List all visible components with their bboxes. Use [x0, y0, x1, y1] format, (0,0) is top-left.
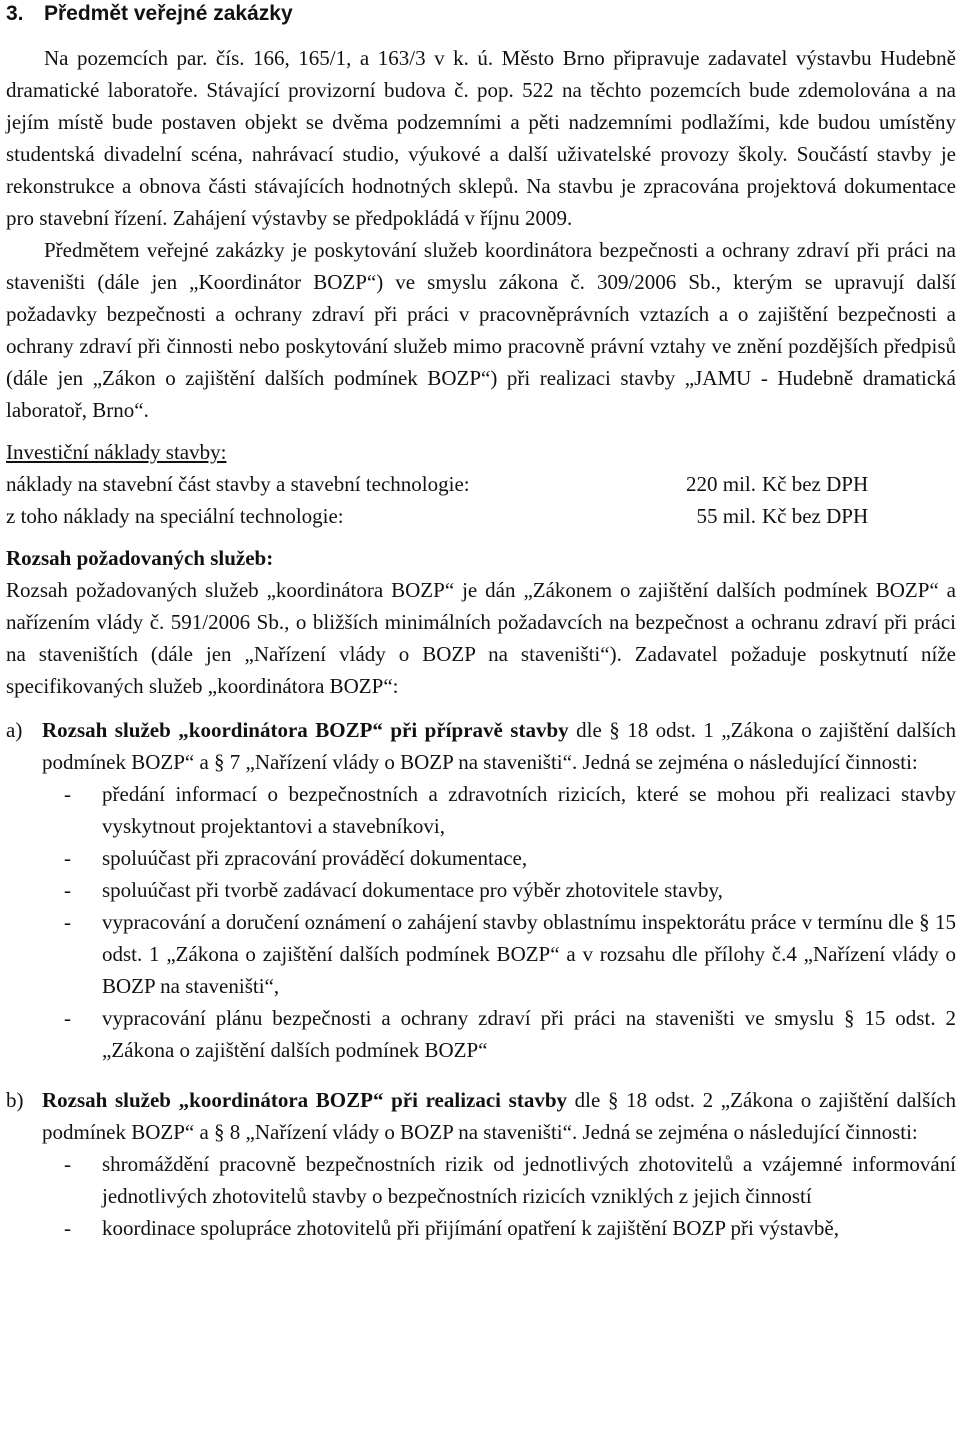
scope-item-b [6, 1084, 956, 1244]
list-item: - předání informací o bezpečnostních a zdravotních rizicích, které se mohou při realizaci stavby vyskytnout projektantovi a stavebníkovi, [64, 782, 956, 838]
costs-heading: Investiční náklady stavby: [6, 440, 227, 464]
cost-currency: Kč bez DPH [762, 504, 869, 528]
section-number: 3. [6, 2, 24, 25]
list-item: - vypracování plánu bezpečnosti a ochrany zdraví při práci na staveništi ve smyslu § 15 odst. 2 „Zákona o zajištění dalších podmínek BOZP“ [64, 1006, 956, 1062]
item-letter: a) [6, 718, 23, 742]
item-bold-title: Rozsah služeb „koordinátora BOZP“ při přípravě stavby [42, 718, 569, 742]
item-bold-title: Rozsah služeb „koordinátora BOZP“ při realizaci stavby [42, 1088, 567, 1112]
cost-currency: Kč bez DPH [762, 472, 869, 496]
item-description: dle § 18 odst. 1 „Zákona o zajištění dalších podmínek BOZP“ a § 7 „Nařízení vlády o BOZP na staveništi“. Jedná se zejména o následující činnosti: [42, 718, 956, 774]
cost-row [6, 468, 956, 500]
scope-item-a [6, 714, 956, 1066]
cost-value: 55 mil. [696, 504, 756, 528]
intro-paragraph: Na pozemcích par. čís. 166, 165/1, a 163/3 v k. ú. Město Brno připravuje zadavatel výstavbu Hudebně dramatické laboratoře. Stávající provizorní budova č. pop. 522 na těchto pozemcích bude zdemolována a na jejím místě bude postaven objekt se dvěma podzemními a pěti nadzemními podlažími, kde budou umístěny studentská divadelní scéna, nahrávací studio, výukové a další uživatelské provozy školy. Součástí stavby je rekonstrukce a obnova části stávajících hodnotných sklepů. Na stavbu je zpracována projektová dokumentace pro stavební řízení. Zahájení výstavby se předpokládá v říjnu 2009. [6, 46, 956, 230]
section-heading [6, 0, 956, 28]
activity-list [42, 778, 956, 1066]
list-item: - koordinace spolupráce zhotovitelů při přijímání opatření k zajištění BOZP při výstavbě, [64, 1216, 839, 1240]
section-title: Předmět veřejné zakázky [44, 2, 293, 25]
cost-label: z toho náklady na speciální technologie: [6, 504, 344, 528]
list-item: - spoluúčast při tvorbě zadávací dokumentace pro výběr zhotovitele stavby, [64, 878, 723, 902]
list-item: - shromáždění pracovně bezpečnostních rizik od jednotlivých zhotovitelů a vzájemné informování jednotlivých zhotovitelů stavby o bezpečnostních rizicích vzniklých z jejich činností [64, 1152, 956, 1208]
list-item: - vypracování a doručení oznámení o zahájení stavby oblastnímu inspektorátu práce v termínu dle § 15 odst. 1 „Zákona o zajištění dalších podmínek BOZP“ a v rozsahu dle přílohy č.4 „Nařízení vlády o BOZP na staveništi“, [64, 910, 956, 998]
item-description: dle § 18 odst. 2 „Zákona o zajištění dalších podmínek BOZP“ a § 8 „Nařízení vlády o BOZP na staveništi“. Jedná se zejména o následující činnosti: [42, 1088, 956, 1144]
document-page [6, 0, 956, 1244]
scope-paragraph: Rozsah požadovaných služeb „koordinátora BOZP“ je dán „Zákonem o zajištění dalších podmínek BOZP“ a nařízením vlády č. 591/2006 Sb., o bližších minimálních požadavcích na bezpečnost a ochranu zdraví při práci na staveništích (dále jen „Nařízení vlády o BOZP na staveništi“). Zadavatel požaduje poskytnutí níže specifikovaných služeb „koordinátora BOZP“: [6, 578, 956, 698]
list-item: - spoluúčast při zpracování prováděcí dokumentace, [64, 846, 528, 870]
cost-label: náklady na stavební část stavby a stavební technologie: [6, 472, 470, 496]
cost-value: 220 mil. [685, 472, 756, 496]
item-letter: b) [6, 1088, 24, 1112]
subject-paragraph: Předmětem veřejné zakázky je poskytování služeb koordinátora bezpečnosti a ochrany zdraví při práci na staveništi (dále jen „Koordinátor BOZP“) ve smyslu zákona č. 309/2006 Sb., kterým se upravují další požadavky bezpečnosti a ochrany zdraví při práci v pracovněprávních vztazích a o zajištění bezpečnosti a ochrany zdraví při činnosti nebo poskytování služeb mimo pracovně právní vztahy ve znění pozdějších předpisů (dále jen „Zákon o zajištění dalších podmínek BOZP“) při realizaci stavby „JAMU - Hudebně dramatická laboratoř, Brno“. [6, 238, 956, 422]
cost-row [6, 500, 956, 532]
scope-heading: Rozsah požadovaných služeb: [6, 546, 274, 570]
activity-list [42, 1148, 956, 1244]
